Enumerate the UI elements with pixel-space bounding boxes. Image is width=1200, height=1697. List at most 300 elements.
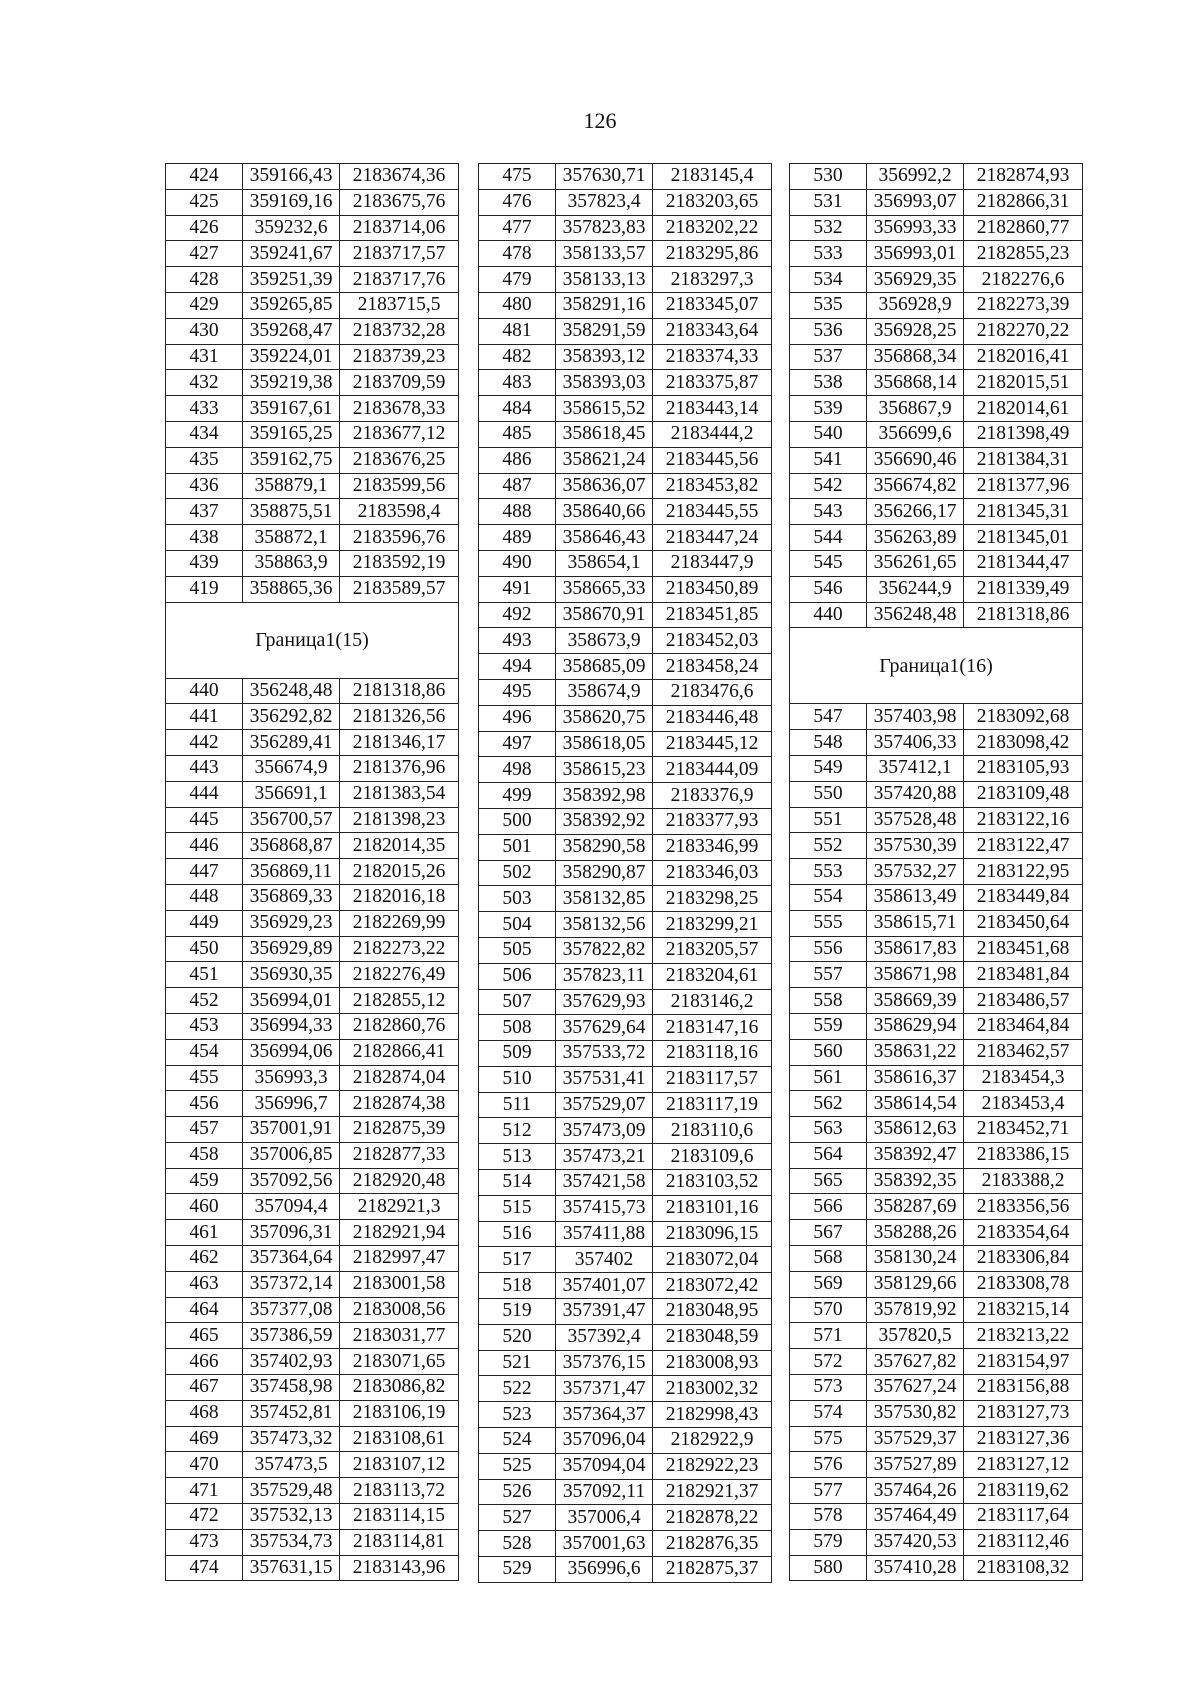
- x-coordinate-cell: 357629,93: [556, 989, 653, 1015]
- y-coordinate-cell: 2182874,04: [340, 1065, 459, 1091]
- table-row: [790, 499, 1083, 525]
- point-number-cell: 551: [790, 807, 867, 833]
- y-coordinate-cell: 2183674,36: [340, 164, 459, 190]
- y-coordinate-cell: 2183486,57: [964, 988, 1083, 1014]
- y-coordinate-cell: 2183709,59: [340, 370, 459, 396]
- table-row: [790, 1168, 1083, 1194]
- table-row: [166, 1194, 459, 1220]
- point-number-cell: 484: [479, 396, 556, 422]
- point-number-cell: 576: [790, 1452, 867, 1478]
- table-row: [790, 1426, 1083, 1452]
- table-row: [790, 1117, 1083, 1143]
- x-coordinate-cell: 356868,34: [867, 344, 964, 370]
- x-coordinate-cell: 356263,89: [867, 525, 964, 551]
- table-row: [479, 963, 772, 989]
- table-row: [479, 1195, 772, 1221]
- table-row: [166, 1220, 459, 1246]
- point-number-cell: 450: [166, 936, 243, 962]
- x-coordinate-cell: 357372,14: [243, 1271, 340, 1297]
- table-row: [166, 1117, 459, 1143]
- point-number-cell: 455: [166, 1065, 243, 1091]
- table-row: [166, 241, 459, 267]
- x-coordinate-cell: 356993,3: [243, 1065, 340, 1091]
- table-row: [479, 1350, 772, 1376]
- y-coordinate-cell: 2183346,99: [653, 834, 772, 860]
- x-coordinate-cell: 358615,52: [556, 396, 653, 422]
- table-row: [790, 576, 1083, 602]
- y-coordinate-cell: 2183086,82: [340, 1375, 459, 1401]
- point-number-cell: 512: [479, 1118, 556, 1144]
- table-row: [790, 807, 1083, 833]
- point-number-cell: 428: [166, 267, 243, 293]
- table-row: [790, 781, 1083, 807]
- y-coordinate-cell: 2183117,64: [964, 1504, 1083, 1530]
- x-coordinate-cell: 358629,94: [867, 1013, 964, 1039]
- x-coordinate-cell: 357529,07: [556, 1092, 653, 1118]
- table-row: [790, 318, 1083, 344]
- table-row: [479, 1557, 772, 1583]
- table-row: [479, 654, 772, 680]
- point-number-cell: 568: [790, 1246, 867, 1272]
- x-coordinate-cell: 357822,82: [556, 937, 653, 963]
- x-coordinate-cell: 358865,36: [243, 576, 340, 602]
- table-row: [166, 988, 459, 1014]
- point-number-cell: 435: [166, 447, 243, 473]
- y-coordinate-cell: 2182876,35: [653, 1531, 772, 1557]
- table-row: [479, 1273, 772, 1299]
- y-coordinate-cell: 2181339,49: [964, 576, 1083, 602]
- y-coordinate-cell: 2183308,78: [964, 1271, 1083, 1297]
- table-row: [479, 318, 772, 344]
- y-coordinate-cell: 2183453,4: [964, 1091, 1083, 1117]
- point-number-cell: 430: [166, 318, 243, 344]
- table-row: [790, 292, 1083, 318]
- x-coordinate-cell: 356244,9: [867, 576, 964, 602]
- x-coordinate-cell: 356248,48: [867, 602, 964, 628]
- y-coordinate-cell: 2183101,16: [653, 1195, 772, 1221]
- x-coordinate-cell: 357376,15: [556, 1350, 653, 1376]
- point-number-cell: 575: [790, 1426, 867, 1452]
- y-coordinate-cell: 2183452,71: [964, 1117, 1083, 1143]
- y-coordinate-cell: 2183717,57: [340, 241, 459, 267]
- point-number-cell: 569: [790, 1271, 867, 1297]
- point-number-cell: 557: [790, 962, 867, 988]
- point-number-cell: 501: [479, 834, 556, 860]
- x-coordinate-cell: 356869,33: [243, 884, 340, 910]
- table-row: [479, 731, 772, 757]
- point-number-cell: 451: [166, 962, 243, 988]
- table-row: [166, 678, 459, 704]
- y-coordinate-cell: 2183596,76: [340, 525, 459, 551]
- x-coordinate-cell: 357001,91: [243, 1117, 340, 1143]
- table-row: [479, 550, 772, 576]
- x-coordinate-cell: 357530,82: [867, 1400, 964, 1426]
- x-coordinate-cell: 357452,81: [243, 1400, 340, 1426]
- x-coordinate-cell: 358613,49: [867, 884, 964, 910]
- point-number-cell: 520: [479, 1324, 556, 1350]
- table-row: [479, 241, 772, 267]
- table-row: [790, 988, 1083, 1014]
- point-number-cell: 471: [166, 1478, 243, 1504]
- x-coordinate-cell: 357401,07: [556, 1273, 653, 1299]
- point-number-cell: 525: [479, 1453, 556, 1479]
- table-row: [166, 1297, 459, 1323]
- table-row: [790, 267, 1083, 293]
- table-row: [790, 1091, 1083, 1117]
- x-coordinate-cell: 357006,4: [556, 1505, 653, 1531]
- point-number-cell: 560: [790, 1039, 867, 1065]
- point-number-cell: 447: [166, 859, 243, 885]
- x-coordinate-cell: 357364,64: [243, 1246, 340, 1272]
- x-coordinate-cell: 357403,98: [867, 704, 964, 730]
- x-coordinate-cell: 358129,66: [867, 1271, 964, 1297]
- y-coordinate-cell: 2183452,03: [653, 628, 772, 654]
- y-coordinate-cell: 2183156,88: [964, 1375, 1083, 1401]
- x-coordinate-cell: 357415,73: [556, 1195, 653, 1221]
- table-row: [790, 1529, 1083, 1555]
- table-row: [790, 1452, 1083, 1478]
- x-coordinate-cell: 358393,03: [556, 370, 653, 396]
- x-coordinate-cell: 356994,33: [243, 1013, 340, 1039]
- y-coordinate-cell: 2183072,04: [653, 1247, 772, 1273]
- x-coordinate-cell: 358290,87: [556, 860, 653, 886]
- x-coordinate-cell: 358290,58: [556, 834, 653, 860]
- x-coordinate-cell: 359241,67: [243, 241, 340, 267]
- x-coordinate-cell: 356699,6: [867, 421, 964, 447]
- point-number-cell: 429: [166, 292, 243, 318]
- x-coordinate-cell: 359167,61: [243, 396, 340, 422]
- x-coordinate-cell: 357371,47: [556, 1376, 653, 1402]
- point-number-cell: 479: [479, 267, 556, 293]
- table-row: [166, 1168, 459, 1194]
- x-coordinate-cell: 356929,23: [243, 910, 340, 936]
- x-coordinate-cell: 358612,63: [867, 1117, 964, 1143]
- table-row: [166, 318, 459, 344]
- y-coordinate-cell: 2181318,86: [964, 602, 1083, 628]
- x-coordinate-cell: 358685,09: [556, 654, 653, 680]
- x-coordinate-cell: 357464,49: [867, 1504, 964, 1530]
- x-coordinate-cell: 357410,28: [867, 1555, 964, 1581]
- table-row: [166, 807, 459, 833]
- point-number-cell: 488: [479, 499, 556, 525]
- y-coordinate-cell: 2182877,33: [340, 1142, 459, 1168]
- table-row: [479, 783, 772, 809]
- y-coordinate-cell: 2183297,3: [653, 267, 772, 293]
- point-number-cell: 562: [790, 1091, 867, 1117]
- table-row: [790, 1065, 1083, 1091]
- point-number-cell: 519: [479, 1299, 556, 1325]
- point-number-cell: 459: [166, 1168, 243, 1194]
- y-coordinate-cell: 2182273,39: [964, 292, 1083, 318]
- table-row: [166, 884, 459, 910]
- y-coordinate-cell: 2182866,31: [964, 189, 1083, 215]
- x-coordinate-cell: 358130,24: [867, 1246, 964, 1272]
- table-row: [790, 447, 1083, 473]
- table-row: [166, 473, 459, 499]
- x-coordinate-cell: 357473,5: [243, 1452, 340, 1478]
- y-coordinate-cell: 2183354,64: [964, 1220, 1083, 1246]
- x-coordinate-cell: 357531,41: [556, 1066, 653, 1092]
- table-row: [479, 834, 772, 860]
- x-coordinate-cell: 358287,69: [867, 1194, 964, 1220]
- y-coordinate-cell: 2183675,76: [340, 189, 459, 215]
- table-row: [166, 370, 459, 396]
- x-coordinate-cell: 359224,01: [243, 344, 340, 370]
- boundary-header-row: [166, 602, 459, 678]
- y-coordinate-cell: 2182878,22: [653, 1505, 772, 1531]
- x-coordinate-cell: 357094,4: [243, 1194, 340, 1220]
- y-coordinate-cell: 2183374,33: [653, 344, 772, 370]
- table-row: [790, 602, 1083, 628]
- table-row: [790, 1194, 1083, 1220]
- y-coordinate-cell: 2183117,19: [653, 1092, 772, 1118]
- table-row: [790, 1271, 1083, 1297]
- y-coordinate-cell: 2182860,77: [964, 215, 1083, 241]
- y-coordinate-cell: 2183096,15: [653, 1221, 772, 1247]
- point-number-cell: 514: [479, 1170, 556, 1196]
- point-number-cell: 456: [166, 1091, 243, 1117]
- x-coordinate-cell: 356993,01: [867, 241, 964, 267]
- y-coordinate-cell: 2183356,56: [964, 1194, 1083, 1220]
- point-number-cell: 564: [790, 1142, 867, 1168]
- y-coordinate-cell: 2183343,64: [653, 318, 772, 344]
- table-row: [479, 1402, 772, 1428]
- x-coordinate-cell: 356992,2: [867, 164, 964, 190]
- table-row: [790, 1349, 1083, 1375]
- table-row: [166, 421, 459, 447]
- y-coordinate-cell: 2183098,42: [964, 730, 1083, 756]
- table-row: [790, 704, 1083, 730]
- point-number-cell: 533: [790, 241, 867, 267]
- point-number-cell: 438: [166, 525, 243, 551]
- y-coordinate-cell: 2182922,23: [653, 1453, 772, 1479]
- point-number-cell: 474: [166, 1555, 243, 1581]
- table-row: [166, 910, 459, 936]
- table-row: [479, 473, 772, 499]
- table-row: [790, 1504, 1083, 1530]
- point-number-cell: 538: [790, 370, 867, 396]
- y-coordinate-cell: 2183453,82: [653, 473, 772, 499]
- point-number-cell: 507: [479, 989, 556, 1015]
- table-row: [166, 267, 459, 293]
- y-coordinate-cell: 2182997,47: [340, 1246, 459, 1272]
- x-coordinate-cell: 356996,7: [243, 1091, 340, 1117]
- table-row: [166, 730, 459, 756]
- table-row: [479, 886, 772, 912]
- x-coordinate-cell: 358615,23: [556, 757, 653, 783]
- point-number-cell: 561: [790, 1065, 867, 1091]
- y-coordinate-cell: 2183118,16: [653, 1041, 772, 1067]
- table-row: [790, 396, 1083, 422]
- table-row: [479, 421, 772, 447]
- y-coordinate-cell: 2183676,25: [340, 447, 459, 473]
- y-coordinate-cell: 2182016,18: [340, 884, 459, 910]
- y-coordinate-cell: 2183145,4: [653, 164, 772, 190]
- y-coordinate-cell: 2183345,07: [653, 292, 772, 318]
- x-coordinate-cell: 357820,5: [867, 1323, 964, 1349]
- table-row: [479, 1376, 772, 1402]
- point-number-cell: 493: [479, 628, 556, 654]
- y-coordinate-cell: 2182874,93: [964, 164, 1083, 190]
- x-coordinate-cell: 357420,53: [867, 1529, 964, 1555]
- y-coordinate-cell: 2183205,57: [653, 937, 772, 963]
- point-number-cell: 463: [166, 1271, 243, 1297]
- y-coordinate-cell: 2181376,96: [340, 755, 459, 781]
- point-number-cell: 480: [479, 292, 556, 318]
- y-coordinate-cell: 2181345,01: [964, 525, 1083, 551]
- y-coordinate-cell: 2183002,32: [653, 1376, 772, 1402]
- x-coordinate-cell: 358654,1: [556, 550, 653, 576]
- x-coordinate-cell: 359166,43: [243, 164, 340, 190]
- table-row: [790, 962, 1083, 988]
- table-row: [479, 1505, 772, 1531]
- point-number-cell: 545: [790, 550, 867, 576]
- y-coordinate-cell: 2183213,22: [964, 1323, 1083, 1349]
- table-row: [166, 576, 459, 602]
- table-row: [790, 936, 1083, 962]
- point-number-cell: 472: [166, 1504, 243, 1530]
- point-number-cell: 550: [790, 781, 867, 807]
- table-row: [479, 1479, 772, 1505]
- y-coordinate-cell: 2182015,51: [964, 370, 1083, 396]
- table-row: [479, 1428, 772, 1454]
- x-coordinate-cell: 359169,16: [243, 189, 340, 215]
- point-number-cell: 485: [479, 421, 556, 447]
- y-coordinate-cell: 2183008,93: [653, 1350, 772, 1376]
- table-row: [790, 473, 1083, 499]
- table-row: [166, 962, 459, 988]
- x-coordinate-cell: 358392,92: [556, 808, 653, 834]
- y-coordinate-cell: 2183146,2: [653, 989, 772, 1015]
- table-row: [479, 1118, 772, 1144]
- point-number-cell: 445: [166, 807, 243, 833]
- point-number-cell: 536: [790, 318, 867, 344]
- y-coordinate-cell: 2183589,57: [340, 576, 459, 602]
- point-number-cell: 464: [166, 1297, 243, 1323]
- y-coordinate-cell: 2183677,12: [340, 421, 459, 447]
- point-number-cell: 462: [166, 1246, 243, 1272]
- coordinate-table-3: [789, 163, 1083, 1581]
- x-coordinate-cell: 357412,1: [867, 755, 964, 781]
- y-coordinate-cell: 2182921,37: [653, 1479, 772, 1505]
- y-coordinate-cell: 2183592,19: [340, 550, 459, 576]
- point-number-cell: 528: [479, 1531, 556, 1557]
- x-coordinate-cell: 359232,6: [243, 215, 340, 241]
- table-row: [166, 1142, 459, 1168]
- y-coordinate-cell: 2181383,54: [340, 781, 459, 807]
- point-number-cell: 434: [166, 421, 243, 447]
- x-coordinate-cell: 357631,15: [243, 1555, 340, 1581]
- point-number-cell: 523: [479, 1402, 556, 1428]
- point-number-cell: 502: [479, 860, 556, 886]
- x-coordinate-cell: 359251,39: [243, 267, 340, 293]
- y-coordinate-cell: 2183464,84: [964, 1013, 1083, 1039]
- x-coordinate-cell: 357406,33: [867, 730, 964, 756]
- point-number-cell: 506: [479, 963, 556, 989]
- point-number-cell: 572: [790, 1349, 867, 1375]
- table-row: [479, 757, 772, 783]
- point-number-cell: 548: [790, 730, 867, 756]
- table-row: [166, 1246, 459, 1272]
- x-coordinate-cell: 356691,1: [243, 781, 340, 807]
- y-coordinate-cell: 2183444,09: [653, 757, 772, 783]
- table-row: [166, 164, 459, 190]
- coordinate-table-2: [478, 163, 772, 1583]
- boundary-header-row: [790, 628, 1083, 704]
- table-row: [790, 370, 1083, 396]
- table-row: [790, 1142, 1083, 1168]
- table-row: [166, 1375, 459, 1401]
- x-coordinate-cell: 357823,4: [556, 189, 653, 215]
- x-coordinate-cell: 357458,98: [243, 1375, 340, 1401]
- point-number-cell: 490: [479, 550, 556, 576]
- point-number-cell: 555: [790, 910, 867, 936]
- table-row: [790, 755, 1083, 781]
- y-coordinate-cell: 2181398,23: [340, 807, 459, 833]
- y-coordinate-cell: 2183048,95: [653, 1299, 772, 1325]
- table-row: [479, 1324, 772, 1350]
- x-coordinate-cell: 357006,85: [243, 1142, 340, 1168]
- x-coordinate-cell: 358665,33: [556, 576, 653, 602]
- x-coordinate-cell: 357464,26: [867, 1478, 964, 1504]
- x-coordinate-cell: 357421,58: [556, 1170, 653, 1196]
- table-row: [479, 1144, 772, 1170]
- table-row: [479, 576, 772, 602]
- x-coordinate-cell: 357094,04: [556, 1453, 653, 1479]
- point-number-cell: 431: [166, 344, 243, 370]
- point-number-cell: 437: [166, 499, 243, 525]
- x-coordinate-cell: 358617,83: [867, 936, 964, 962]
- table-row: [166, 344, 459, 370]
- point-number-cell: 547: [790, 704, 867, 730]
- point-number-cell: 489: [479, 525, 556, 551]
- x-coordinate-cell: 356261,65: [867, 550, 964, 576]
- table-row: [166, 1013, 459, 1039]
- x-coordinate-cell: 357527,89: [867, 1452, 964, 1478]
- y-coordinate-cell: 2183298,25: [653, 886, 772, 912]
- y-coordinate-cell: 2182273,22: [340, 936, 459, 962]
- x-coordinate-cell: 357402: [556, 1247, 653, 1273]
- table-row: [479, 370, 772, 396]
- x-coordinate-cell: 356869,11: [243, 859, 340, 885]
- x-coordinate-cell: 358614,54: [867, 1091, 964, 1117]
- y-coordinate-cell: 2183715,5: [340, 292, 459, 318]
- table-row: [790, 884, 1083, 910]
- point-number-cell: 574: [790, 1400, 867, 1426]
- table-row: [790, 241, 1083, 267]
- point-number-cell: 544: [790, 525, 867, 551]
- table-row: [790, 189, 1083, 215]
- point-number-cell: 465: [166, 1323, 243, 1349]
- x-coordinate-cell: 357377,08: [243, 1297, 340, 1323]
- point-number-cell: 473: [166, 1529, 243, 1555]
- y-coordinate-cell: 2183072,42: [653, 1273, 772, 1299]
- x-coordinate-cell: 357533,72: [556, 1041, 653, 1067]
- point-number-cell: 532: [790, 215, 867, 241]
- point-number-cell: 541: [790, 447, 867, 473]
- y-coordinate-cell: 2183377,93: [653, 808, 772, 834]
- point-number-cell: 468: [166, 1400, 243, 1426]
- y-coordinate-cell: 2183450,64: [964, 910, 1083, 936]
- y-coordinate-cell: 2182921,3: [340, 1194, 459, 1220]
- point-number-cell: 517: [479, 1247, 556, 1273]
- y-coordinate-cell: 2183110,6: [653, 1118, 772, 1144]
- table-row: [166, 550, 459, 576]
- point-number-cell: 497: [479, 731, 556, 757]
- x-coordinate-cell: 358618,45: [556, 421, 653, 447]
- point-number-cell: 524: [479, 1428, 556, 1454]
- x-coordinate-cell: 357473,32: [243, 1426, 340, 1452]
